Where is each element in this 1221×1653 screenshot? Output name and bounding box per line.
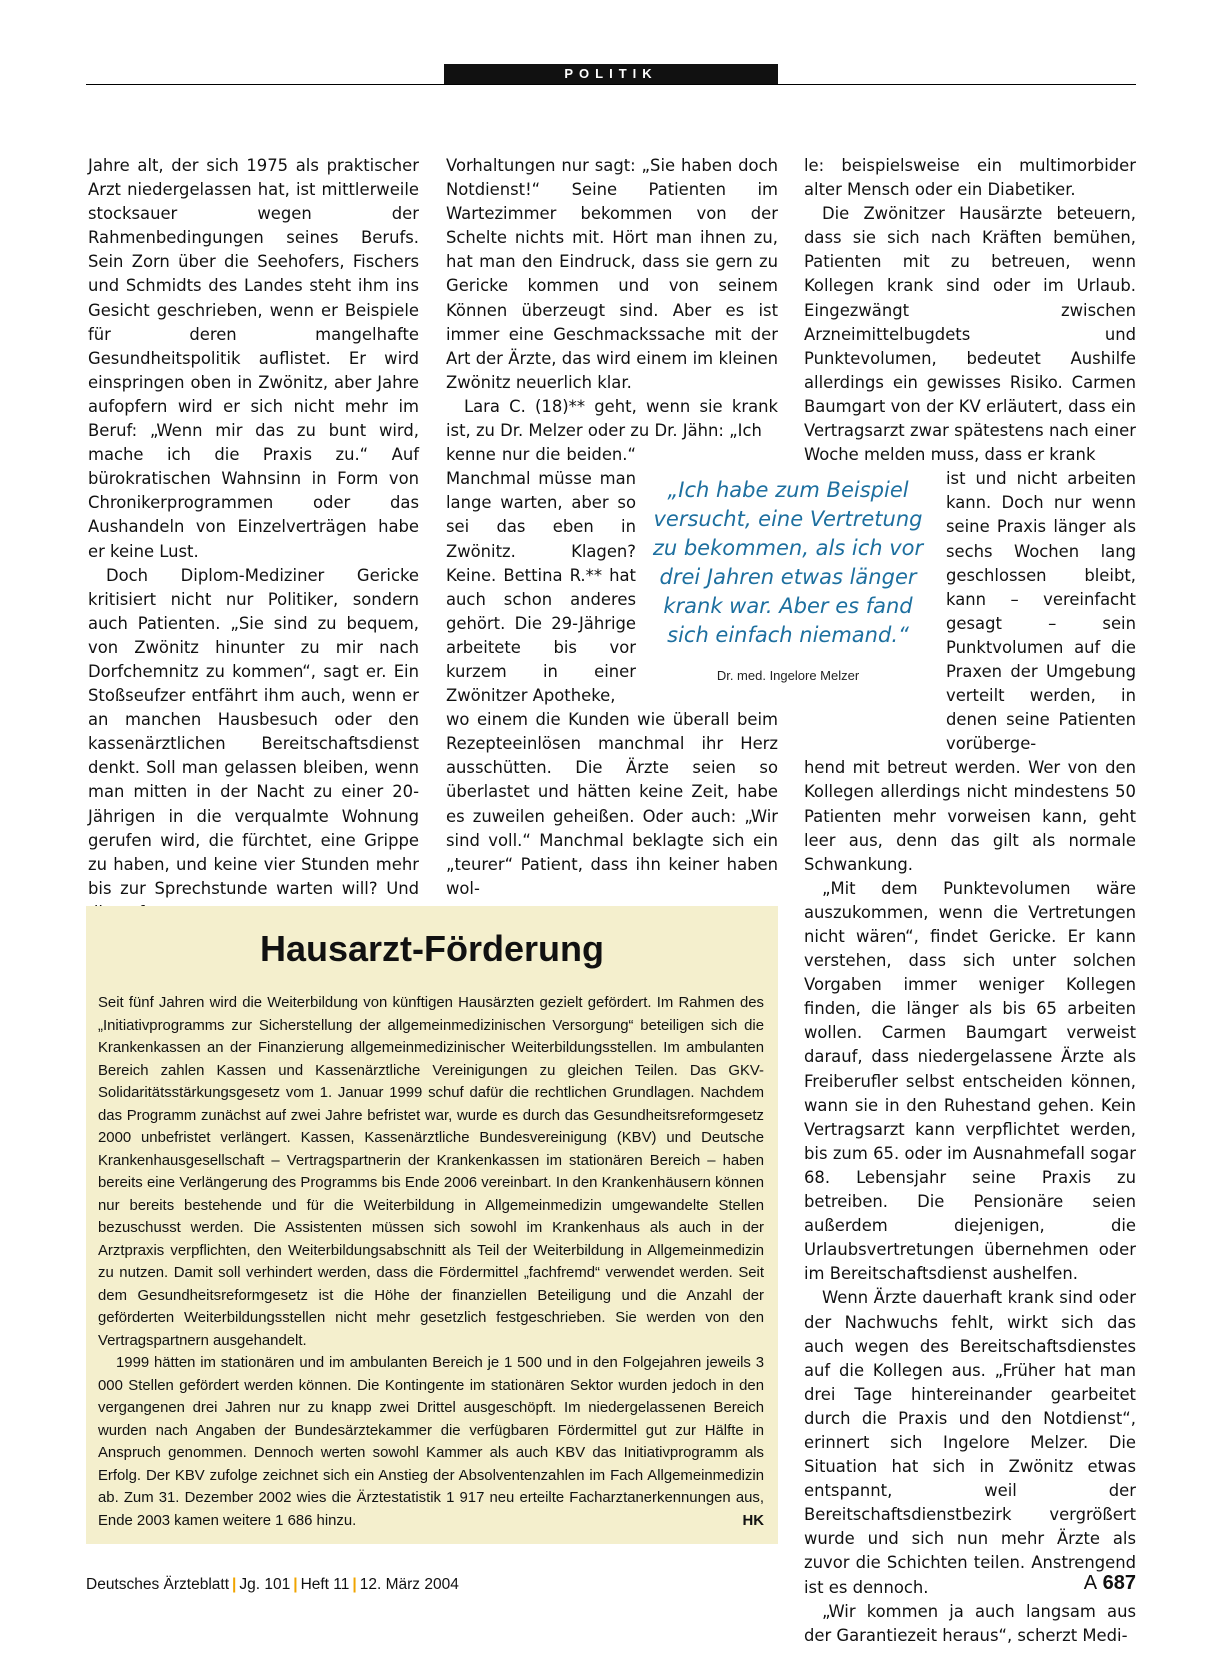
journal-date: 12. März 2004	[359, 1576, 459, 1593]
journal-issue: Heft 11	[300, 1576, 350, 1593]
separator: |	[352, 1576, 357, 1593]
col3-paragraph-2c: hend mit betreut werden. Wer von den Kollegen allerdings nicht mindestens 50 Patienten mehr vorweisen kann, geht leer aus, denn das gilt als normale Schwankung.	[804, 758, 1136, 874]
col3-paragraph-1: le: beispielsweise ein multimorbider alter Mensch oder ein Diabetiker.	[804, 156, 1136, 200]
col1-paragraph-1: Jahre alt, der sich 1975 als praktischer Arzt niedergelassen hat, ist mittlerweile stocksauer wegen der Rahmenbedingungen seines Berufs. Sein Zorn über die Seehofers, Fischers und Schmidts des Landes steht ihm ins Gesicht geschrieben, wenn er Beispiele für deren mangelhafte Gesundheitspolitik auflistet. Er wird einspringen oben in Zwönitz, aber Jahre aufopfern wird er sich nicht mehr im Beruf: „Wenn mir das zu bunt wird, mache ich die Praxis zu.“ Auf bürokratischen Wahnsinn in Form von Chronikerprogrammen oder das Aushandeln von Einzelverträgen habe er keine Lust.	[88, 156, 419, 561]
col3-paragraph-3: „Mit dem Punktevolumen wäre auszukommen, wenn die Vertretungen nicht wären“, findet Gericke. Er kann verstehen, dass sich unter solchen Vorgaben immer weniger Kollegen finden, die länger als bis 65 arbeiten wollen. Carmen Baumgart verweist darauf, dass niedergelassene Ärzte als Freiberufler selbst entscheiden können, wann sie in den Ruhestand gehen. Kein Vertragsarzt kann verpflichtet werden, bis zum 65. oder im Ausnahmefall sogar 68. Lebensjahr seine Praxis zu betreiben. Die Pensionäre seien außerdem diejenigen, die Urlaubsvertretungen übernehmen oder im Bereitschaftsdienst aushelfen.	[804, 878, 1136, 1284]
col2-paragraph-2b: kenne nur die beiden.“ Manchmal müsse man lange warten, aber so sei das eben in Zwönitz. Klagen? Keine. Bettina R.** hat auch schon anderes gehört. Die 29-Jährige arbeitete bis vor kurzem in einer Zwönitzer Apotheke,	[446, 445, 636, 706]
footer	[86, 1576, 459, 1594]
column-3	[804, 154, 1136, 1648]
info-box-title: Hausarzt-Förderung	[259, 928, 605, 969]
col3-paragraph-5: „Wir kommen ja auch langsam aus der Garantiezeit heraus“, scherzt Medi-	[804, 1601, 1136, 1645]
info-box	[86, 906, 778, 1544]
pull-quote-author: Dr. med. Ingelore Melzer	[716, 668, 860, 683]
col3-paragraph-2b: ist und nicht arbeiten kann. Doch nur wenn seine Praxis länger als sechs Wochen lang geschlossen bleibt, kann – vereinfacht gesagt – sein Punktvolumen auf die Praxen der Umgebung verteilt werden, in denen seine Patienten vorüberge-	[946, 469, 1136, 754]
author-initials: HK	[742, 1512, 764, 1529]
info-box-paragraph-1: Seit fünf Jahren wird die Weiterbildung von künftigen Hausärzten gezielt gefördert. Im Rahmen des „Initiativprogramms zur Sicherstellung der allgemeinmedizinischen Versorgung“ beteiligen sich die Krankenkassen an der Finanzierung allgemeinmedizinischer Weiterbildungsstellen. Im ambulanten Bereich zahlen Kassen und Kassenärztliche Vereinigungen zu gleichen Teilen. Das GKV-Solidaritätsstärkungsgesetz vom 1. Januar 1999 schuf dafür die rechtlichen Grundlagen. Nachdem das Programm zunächst auf zwei Jahre befristet war, wurde es durch das Gesundheitsreformgesetz 2000 unbefristet verlängert. Kassen, Kassenärztliche Bundesvereinigung (KBV) und Deutsche Krankenhausgesellschaft – Vertragspartnerin der Krankenkassen im stationären Bereich – haben bereits eine Verlängerung des Programms bis Ende 2006 vereinbart. In den Krankenhäusern können nur bereits bestehende und für die Weiterbildung in Allgemeinmedizin umgewandelte Stellen bezuschusst werden. Die Assistenten müssen sich sowohl im Krankenhaus als auch in der Arztpraxis verpflichten, den Weiterbildungsabschnitt als Teil der Weiterbildung in Allgemeinmedizin zu nutzen. Damit soll verhindert werden, dass die Fördermittel „fachfremd“ verwendet werden. Seit dem Gesundheitsreformgesetz ist die Höhe der finanziellen Beteiligung und die Anzahl der geförderten Weiterbildungsstellen nicht mehr gesetzlich festgeschrieben. Sie werden von den Vertragspartnern ausgehandelt.	[98, 995, 764, 1349]
journal-volume: Jg. 101	[239, 1576, 291, 1593]
pull-quote: „Ich habe zum Beispiel versucht, eine Vertretung zu bekommen, als ich vor drei Jahren etwas länger krank war. Aber es fand sich einfach niemand.“	[652, 478, 924, 647]
info-box-paragraph-2	[98, 1352, 764, 1532]
info-box-paragraph-2-text: 1999 hätten im stationären und im ambulanten Bereich je 1 500 und in den Folgejahren jeweils 3 000 Stellen gefördert werden können. Die Kontingente im stationären Sektor wurden jedoch in den vergangenen drei Jahren nur zu knapp zwei Drittel ausgeschöpft. Im niedergelassenen Bereich wurden nach Angaben der Bundesärztekammer die verfügbaren Fördermittel gut zur Hälfte in Anspruch genommen. Dennoch werten sowohl Kammer als auch KBV das Initiativprogramm als Erfolg. Der KBV zufolge zeichnet sich ein Anstieg der Absolventenzahlen im Fach Allgemeinmedizin ab. Zum 31. Dezember 2002 wies die Ärztestatistik 1 917 neu erteilte Facharztanerkennungen aus, Ende 2003 kamen weitere 1 686 hinzu.	[98, 1355, 764, 1529]
page-number	[1084, 1572, 1136, 1595]
section-label: POLITIK	[444, 64, 778, 84]
page-number-value: 687	[1102, 1572, 1136, 1594]
journal-name: Deutsches Ärzteblatt	[86, 1576, 230, 1593]
col2-paragraph-1: Vorhaltungen nur sagt: „Sie haben doch Notdienst!“ Seine Patienten im Wartezimmer bekommen von der Schelte nichts mit. Hört man ihnen zu, hat man den Eindruck, dass sie gern zu Gericke kommen und von seinem Können überzeugt sind. Aber es ist immer eine Geschmackssache mit der Art der Ärzte, das wird einem im kleinen Zwönitz neuerlich klar.	[446, 156, 778, 392]
page-prefix: A	[1083, 1572, 1098, 1594]
header-rule	[86, 84, 1136, 85]
col2-paragraph-2c: wo einem die Kunden wie überall beim Rezepteeinlösen manchmal ihr Herz ausschütten. Die Ärzte seien so überlastet und hätten keine Zeit, habe es zuweilen geheißen. Oder auch: „Wir sind voll.“ Manchmal beklagte sich ein „teurer“ Patient, dass ihn keiner haben wol-	[446, 710, 778, 898]
separator: |	[293, 1576, 298, 1593]
col1-paragraph-2: Doch Diplom-Mediziner Gericke kritisiert nicht nur Politiker, sondern auch Patienten. „Sie sind zu bequem, von Zwönitz hinunter zu mir nach Dorfchemnitz zu kommen“, sagt er. Ein Stoßseufzer entfährt ihm auch, wenn er an manchen Hausbesuch oder den kassenärztlichen Bereitschaftsdienst denkt. Soll man gelassen bleiben, wenn man mitten in der Nacht zu einer 20-Jährigen in die verqualmte Wohnung gerufen wird, die fürchtet, eine Grippe zu haben, und keine vier Stunden mehr bis zur Sprechstunde warten will? Und	[88, 565, 419, 898]
col2-paragraph-2a: Lara C. (18)** geht, wenn sie krank ist, zu Dr. Melzer oder zu Dr. Jähn: „Ich	[446, 396, 778, 441]
info-box-body	[98, 992, 764, 1532]
column-1	[88, 154, 419, 925]
col3-paragraph-2a: Die Zwönitzer Hausärzte beteuern, dass sie sich nach Kräften bemühen, Patienten mit zu betreuen, wenn Kollegen krank sind oder im Urlaub. Eingezwängt zwischen Arzneimittelbugdets und Punktevolumen, bedeutet Aushilfe allerdings ein gewisses Risiko. Carmen Baumgart von der KV erläutert, dass ein Vertragsarzt zwar spätestens nach einer Woche melden muss, dass er krank	[804, 204, 1136, 465]
col3-paragraph-4: Wenn Ärzte dauerhaft krank sind oder der Nachwuchs fehlt, wirkt sich das auch wegen des Bereitschaftsdienstes auf die Kollegen aus. „Früher hat man drei Tage hintereinander gearbeitet durch die Praxis und den Notdienst“, erinnert sich Ingelore Melzer. Die Situation hat sich in Zwönitz etwas entspannt, weil der Bereitschaftsdienstbezirk vergrößert wurde und sich nun mehr Ärzte als zuvor die Schichten teilen. Anstrengend ist es dennoch.	[804, 1288, 1136, 1597]
separator: |	[232, 1576, 237, 1593]
